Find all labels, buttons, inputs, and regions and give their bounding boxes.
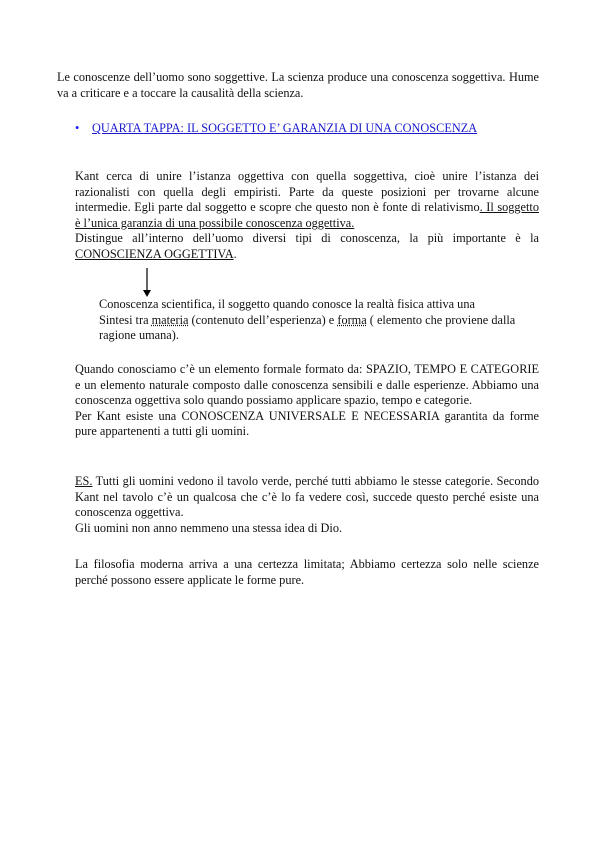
kant-underlined-sentence: . Il soggetto è l’unica garanzia di una possibile conoscenza oggettiva.: [75, 200, 539, 230]
sintesi-paragraph: [99, 297, 539, 344]
kant-text-a: [75, 169, 539, 231]
kant-paragraph: [75, 169, 539, 262]
intro-paragraph: [57, 70, 539, 101]
quando-p1: Quando conosciamo c’è un elemento formale formato da: SPAZIO, TEMPO E CATEGORIE e un elemento naturale composto dalle conoscenza sensibili e dalle esperienze. Abbiamo una conoscenza oggettiva solo quando possiamo applicare spazio, tempo e categorie.: [75, 362, 539, 407]
kant-intro: Kant cerca di unire l’istanza oggettiva con quella soggettiva, cioè unire l’istanza dei razionalisti con quella degli empiristi. Parte da queste posizioni per trovarne alcune intermedie. Egli parte dal soggetto e scopre che questo non è fonte di relativismo: [75, 169, 539, 214]
es-paragraph: [75, 474, 539, 536]
kant-period: .: [233, 246, 237, 261]
materia-word: materia: [151, 312, 189, 327]
kant-text-b: [75, 231, 539, 262]
sintesi-line-2: [99, 313, 539, 344]
bullet-dot-icon: •: [75, 121, 80, 135]
sintesi-line-1: Conoscenza scientifica, il soggetto quando conosce la realtà fisica attiva una: [99, 297, 475, 311]
down-arrow-icon: [140, 268, 154, 298]
kant-emphasis: CONOSCIENZA OGGETTIVA: [75, 246, 234, 261]
es-label: ES.: [75, 474, 93, 488]
bullet-heading: [75, 121, 539, 137]
sintesi-post: ( elemento che proviene dalla ragione umana).: [99, 312, 516, 342]
intro-text: Le conoscenze dell’uomo sono soggettive. La scienza produce una conoscenza soggettiva. Hume va a criticare e a toccare la causalità della scienza.: [57, 70, 539, 100]
sintesi-mid: (contenuto dell’esperienza) e: [188, 312, 338, 327]
quando-p2: Per Kant esiste una CONOSCENZA UNIVERSALE E NECESSARIA garantita da forme pure appartenenti a tutti gli uomini.: [75, 408, 539, 438]
filosofia-text: La filosofia moderna arriva a una certezza limitata; Abbiamo certezza solo nelle scienze perché possono essere applicate le forme pure.: [75, 557, 539, 587]
sintesi-pre: Sintesi tra: [99, 312, 152, 327]
es-line-2: Gli uomini non anno nemmeno una stessa idea di Dio.: [75, 520, 343, 535]
forma-word: forma: [337, 312, 367, 327]
kant-distingue: Distingue all’interno dell’uomo diversi tipi di conoscenza, la più importante è la: [75, 231, 539, 245]
quando-paragraph: [75, 362, 539, 440]
es-text: [75, 474, 539, 521]
filosofia-paragraph: [75, 557, 539, 588]
es-body: Tutti gli uomini vedono il tavolo verde, perché tutti abbiamo le stesse categorie. Secondo Kant nel tavolo c’è un qualcosa che c’è lo fa vedere così, succede questo perché esiste una conoscenza oggettiva.: [75, 474, 539, 519]
bullet-heading-text: QUARTA TAPPA: IL SOGGETTO E’ GARANZIA DI UNA CONOSCENZA: [92, 121, 478, 135]
